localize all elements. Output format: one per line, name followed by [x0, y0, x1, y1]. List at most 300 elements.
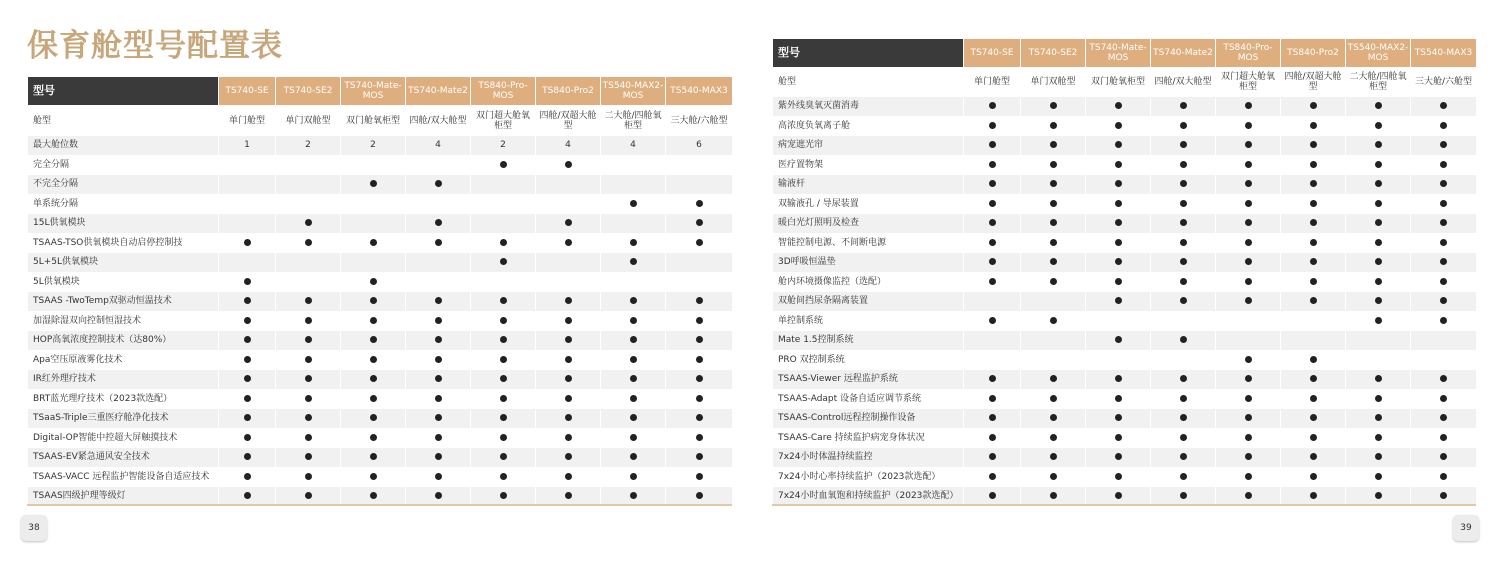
check-cell	[1281, 370, 1346, 390]
row-label: 紫外线臭氧灭菌消毒	[773, 97, 964, 117]
check-cell	[964, 155, 1021, 175]
header-label: 型号	[28, 77, 219, 106]
check-dot-icon	[1115, 414, 1122, 421]
check-dot-icon	[989, 414, 996, 421]
check-cell	[1086, 253, 1151, 273]
check-cell	[601, 194, 666, 214]
check-cell	[666, 467, 733, 487]
check-cell	[1021, 311, 1086, 331]
check-cell	[601, 389, 666, 409]
check-cell	[1411, 253, 1477, 273]
check-cell	[1151, 292, 1216, 312]
value-cell	[276, 155, 341, 175]
check-cell	[666, 428, 733, 448]
check-cell	[1021, 272, 1086, 292]
check-dot-icon	[500, 239, 507, 246]
check-cell	[1021, 233, 1086, 253]
check-cell	[1411, 214, 1477, 234]
check-cell	[1346, 428, 1411, 448]
check-dot-icon	[565, 161, 572, 168]
table-row	[28, 389, 733, 409]
check-cell	[1411, 272, 1477, 292]
check-cell	[536, 233, 601, 253]
check-cell	[219, 389, 276, 409]
value-cell	[1151, 350, 1216, 370]
value-cell	[1281, 311, 1346, 331]
check-dot-icon	[1050, 200, 1057, 207]
check-cell	[964, 253, 1021, 273]
check-dot-icon	[1375, 414, 1382, 421]
check-dot-icon	[1050, 141, 1057, 148]
check-cell	[219, 272, 276, 292]
check-cell	[1411, 233, 1477, 253]
row-label: TSAAS-VACC 远程监护智能设备自适应技术	[28, 467, 219, 487]
check-cell	[1086, 116, 1151, 136]
check-dot-icon	[500, 161, 507, 168]
check-dot-icon	[1180, 453, 1187, 460]
check-cell	[276, 448, 341, 468]
check-dot-icon	[1115, 122, 1122, 129]
check-dot-icon	[696, 356, 703, 363]
check-cell	[1151, 428, 1216, 448]
check-cell	[1346, 292, 1411, 312]
value-cell	[1411, 350, 1477, 370]
row-label: HOP高氧浓度控制技术（达80%）	[28, 331, 219, 351]
check-dot-icon	[500, 317, 507, 324]
check-dot-icon	[1050, 453, 1057, 460]
check-cell	[1411, 311, 1477, 331]
header-row	[28, 77, 733, 106]
check-dot-icon	[1115, 239, 1122, 246]
row-label: 双输液孔 / 导尿装置	[773, 194, 964, 214]
check-cell	[341, 311, 406, 331]
value-cell	[341, 136, 406, 156]
check-cell	[1151, 389, 1216, 409]
check-cell	[1086, 467, 1151, 487]
check-cell	[1281, 214, 1346, 234]
check-cell	[1346, 389, 1411, 409]
value-cell	[1021, 331, 1086, 351]
value-cell	[406, 106, 471, 136]
value-cell	[1086, 68, 1151, 97]
check-dot-icon	[305, 219, 312, 226]
check-cell	[1216, 389, 1281, 409]
check-dot-icon	[1115, 258, 1122, 265]
row-label: 舱型	[773, 68, 964, 97]
check-dot-icon	[696, 317, 703, 324]
check-dot-icon	[989, 180, 996, 187]
check-cell	[471, 292, 536, 312]
table-row	[28, 106, 733, 136]
check-dot-icon	[1375, 219, 1382, 226]
check-cell	[601, 467, 666, 487]
cell-value: 1	[244, 140, 250, 151]
check-dot-icon	[1050, 492, 1057, 499]
check-dot-icon	[1245, 141, 1252, 148]
check-dot-icon	[500, 356, 507, 363]
row-label: 最大舱位数	[28, 136, 219, 156]
check-cell	[1216, 233, 1281, 253]
check-cell	[666, 311, 733, 331]
check-cell	[276, 311, 341, 331]
check-dot-icon	[435, 473, 442, 480]
check-cell	[1151, 233, 1216, 253]
check-cell	[964, 175, 1021, 195]
check-dot-icon	[989, 141, 996, 148]
check-dot-icon	[244, 278, 251, 285]
check-cell	[1216, 272, 1281, 292]
value-cell	[471, 194, 536, 214]
model-header: TS740-Mate-MOS	[341, 77, 406, 106]
check-dot-icon	[1115, 375, 1122, 382]
check-dot-icon	[630, 258, 637, 265]
table-row	[28, 155, 733, 175]
model-header: TS740-SE	[964, 39, 1021, 68]
check-dot-icon	[1050, 219, 1057, 226]
cell-value: 双门舱氧柜型	[345, 115, 400, 126]
check-dot-icon	[1050, 414, 1057, 421]
check-dot-icon	[1440, 278, 1447, 285]
check-dot-icon	[989, 122, 996, 129]
check-dot-icon	[244, 453, 251, 460]
check-dot-icon	[435, 336, 442, 343]
check-dot-icon	[500, 258, 507, 265]
check-cell	[1281, 136, 1346, 156]
cell-value: 双门舱氧柜型	[1090, 77, 1145, 87]
check-dot-icon	[989, 258, 996, 265]
check-dot-icon	[435, 317, 442, 324]
check-dot-icon	[1245, 161, 1252, 168]
config-table-right	[772, 38, 1477, 507]
check-dot-icon	[696, 473, 703, 480]
check-dot-icon	[1375, 395, 1382, 402]
check-cell	[276, 389, 341, 409]
value-cell	[341, 253, 406, 273]
check-dot-icon	[1375, 161, 1382, 168]
check-dot-icon	[1375, 102, 1382, 109]
check-cell	[964, 311, 1021, 331]
cell-value: 4	[630, 140, 636, 151]
model-header: TS840-Pro2	[1281, 39, 1346, 68]
model-header: TS540-MAX2-MOS	[1346, 39, 1411, 68]
check-dot-icon	[500, 395, 507, 402]
check-cell	[219, 448, 276, 468]
check-cell	[964, 97, 1021, 117]
model-header: TS740-SE2	[276, 77, 341, 106]
value-cell	[219, 155, 276, 175]
check-dot-icon	[565, 473, 572, 480]
check-dot-icon	[630, 356, 637, 363]
check-cell	[276, 292, 341, 312]
row-label: 病宠遮光帘	[773, 136, 964, 156]
check-dot-icon	[1245, 375, 1252, 382]
check-dot-icon	[305, 414, 312, 421]
check-dot-icon	[1310, 297, 1317, 304]
value-cell	[1086, 350, 1151, 370]
table-row	[773, 116, 1477, 136]
check-dot-icon	[630, 395, 637, 402]
check-dot-icon	[565, 414, 572, 421]
row-label: TSAAS-Viewer 远程监护系统	[773, 370, 964, 390]
value-cell	[666, 272, 733, 292]
check-cell	[1281, 175, 1346, 195]
check-dot-icon	[244, 297, 251, 304]
check-cell	[1216, 409, 1281, 429]
check-dot-icon	[500, 375, 507, 382]
check-cell	[964, 233, 1021, 253]
row-label: 医疗置物架	[773, 155, 964, 175]
check-cell	[1411, 136, 1477, 156]
check-cell	[1281, 448, 1346, 468]
check-cell	[964, 214, 1021, 234]
row-label: 双舱间挡尿条隔离装置	[773, 292, 964, 312]
cell-value: 双门超大舱氧柜型	[1220, 72, 1275, 92]
check-cell	[1411, 467, 1477, 487]
check-cell	[219, 292, 276, 312]
check-cell	[1151, 97, 1216, 117]
value-cell	[601, 155, 666, 175]
check-dot-icon	[305, 356, 312, 363]
check-cell	[536, 389, 601, 409]
check-dot-icon	[1050, 278, 1057, 285]
check-cell	[276, 331, 341, 351]
check-dot-icon	[1115, 473, 1122, 480]
check-dot-icon	[1180, 180, 1187, 187]
check-dot-icon	[1050, 317, 1057, 324]
check-dot-icon	[1375, 434, 1382, 441]
value-cell	[1346, 350, 1411, 370]
check-dot-icon	[1310, 258, 1317, 265]
check-dot-icon	[435, 180, 442, 187]
check-dot-icon	[1310, 161, 1317, 168]
check-dot-icon	[1180, 414, 1187, 421]
check-cell	[276, 233, 341, 253]
check-cell	[601, 311, 666, 331]
model-header: TS840-Pro2	[536, 77, 601, 106]
check-cell	[1151, 136, 1216, 156]
check-cell	[536, 448, 601, 468]
check-dot-icon	[1115, 219, 1122, 226]
value-cell	[276, 106, 341, 136]
check-dot-icon	[1440, 434, 1447, 441]
check-cell	[1151, 214, 1216, 234]
page-number-left: 38	[21, 515, 47, 541]
value-cell	[406, 136, 471, 156]
check-cell	[1086, 272, 1151, 292]
check-cell	[341, 428, 406, 448]
row-label: 5L供氧模块	[28, 272, 219, 292]
check-cell	[1346, 116, 1411, 136]
value-cell	[219, 106, 276, 136]
check-dot-icon	[989, 102, 996, 109]
value-cell	[1021, 68, 1086, 97]
row-label: TSAAS -TwoTemp双驱动恒温技术	[28, 292, 219, 312]
check-cell	[1216, 370, 1281, 390]
check-cell	[1281, 233, 1346, 253]
table-bottom-rule	[772, 504, 1476, 506]
check-dot-icon	[1180, 239, 1187, 246]
check-dot-icon	[565, 317, 572, 324]
check-dot-icon	[1310, 180, 1317, 187]
check-dot-icon	[1375, 258, 1382, 265]
page-title: 保育舱型号配置表	[27, 28, 283, 64]
check-cell	[1086, 233, 1151, 253]
check-dot-icon	[1245, 434, 1252, 441]
value-cell	[406, 194, 471, 214]
check-dot-icon	[989, 278, 996, 285]
check-dot-icon	[565, 239, 572, 246]
value-cell	[471, 136, 536, 156]
check-cell	[1151, 272, 1216, 292]
check-cell	[964, 272, 1021, 292]
check-cell	[964, 136, 1021, 156]
check-cell	[1411, 116, 1477, 136]
table-row	[28, 331, 733, 351]
check-dot-icon	[1180, 141, 1187, 148]
check-dot-icon	[435, 453, 442, 460]
check-cell	[276, 428, 341, 448]
check-cell	[341, 233, 406, 253]
row-label: Digital-OP智能中控超大屏触摸技术	[28, 428, 219, 448]
check-cell	[471, 428, 536, 448]
model-header: TS540-MAX3	[1411, 39, 1477, 68]
check-dot-icon	[1245, 395, 1252, 402]
row-label: 智能控制电源、不间断电源	[773, 233, 964, 253]
check-dot-icon	[565, 356, 572, 363]
check-dot-icon	[565, 434, 572, 441]
check-cell	[536, 311, 601, 331]
check-dot-icon	[1115, 180, 1122, 187]
check-dot-icon	[1440, 473, 1447, 480]
check-dot-icon	[696, 200, 703, 207]
check-dot-icon	[244, 492, 251, 499]
row-label: 3D呼吸恒温垫	[773, 253, 964, 273]
cell-value: 2	[305, 140, 311, 151]
check-cell	[1411, 370, 1477, 390]
check-cell	[1151, 175, 1216, 195]
check-cell	[601, 253, 666, 273]
row-label: 单系统分隔	[28, 194, 219, 214]
check-dot-icon	[696, 414, 703, 421]
check-cell	[1216, 97, 1281, 117]
value-cell	[1216, 68, 1281, 97]
check-cell	[1216, 136, 1281, 156]
cell-value: 单门双舱型	[285, 115, 331, 126]
check-dot-icon	[244, 434, 251, 441]
table-row	[773, 467, 1477, 487]
row-label: 7x24小时血氧饱和持续监护（2023款选配）	[773, 487, 964, 507]
check-cell	[1216, 350, 1281, 370]
check-dot-icon	[1050, 161, 1057, 168]
cell-value: 单门舱型	[228, 115, 265, 126]
check-cell	[1216, 155, 1281, 175]
value-cell	[666, 106, 733, 136]
check-cell	[1216, 116, 1281, 136]
check-cell	[1086, 194, 1151, 214]
check-dot-icon	[305, 239, 312, 246]
check-cell	[471, 409, 536, 429]
check-cell	[406, 292, 471, 312]
check-dot-icon	[696, 453, 703, 460]
check-cell	[1086, 214, 1151, 234]
check-dot-icon	[1375, 278, 1382, 285]
check-cell	[406, 311, 471, 331]
cell-value: 四舱/双超大舱型	[1284, 72, 1342, 92]
check-cell	[341, 292, 406, 312]
check-cell	[1216, 448, 1281, 468]
check-cell	[1086, 370, 1151, 390]
value-cell	[276, 194, 341, 214]
value-cell	[601, 175, 666, 195]
check-cell	[666, 389, 733, 409]
check-cell	[964, 467, 1021, 487]
check-cell	[1151, 409, 1216, 429]
check-dot-icon	[1115, 141, 1122, 148]
check-cell	[406, 214, 471, 234]
value-cell	[1346, 68, 1411, 97]
check-dot-icon	[1440, 453, 1447, 460]
row-label: TSaaS-Triple三重医疗舱净化技术	[28, 409, 219, 429]
model-header: TS740-SE2	[1021, 39, 1086, 68]
check-dot-icon	[1245, 356, 1252, 363]
cell-value: 4	[435, 140, 441, 151]
check-dot-icon	[370, 473, 377, 480]
value-cell	[471, 214, 536, 234]
check-cell	[1411, 409, 1477, 429]
check-dot-icon	[565, 219, 572, 226]
check-cell	[1021, 194, 1086, 214]
check-cell	[1216, 253, 1281, 273]
check-dot-icon	[1115, 102, 1122, 109]
check-cell	[341, 350, 406, 370]
check-dot-icon	[244, 414, 251, 421]
check-dot-icon	[305, 434, 312, 441]
check-cell	[1346, 136, 1411, 156]
check-cell	[1281, 428, 1346, 448]
check-dot-icon	[244, 473, 251, 480]
check-cell	[406, 448, 471, 468]
check-dot-icon	[435, 395, 442, 402]
check-dot-icon	[500, 414, 507, 421]
check-dot-icon	[1245, 297, 1252, 304]
value-cell	[1411, 331, 1477, 351]
page-number-right: 39	[1453, 515, 1479, 541]
check-dot-icon	[370, 453, 377, 460]
check-dot-icon	[1115, 492, 1122, 499]
check-cell	[276, 467, 341, 487]
table-row	[773, 350, 1477, 370]
check-dot-icon	[630, 414, 637, 421]
check-cell	[601, 331, 666, 351]
check-dot-icon	[696, 375, 703, 382]
check-cell	[406, 467, 471, 487]
check-cell	[1346, 467, 1411, 487]
check-dot-icon	[989, 219, 996, 226]
value-cell	[666, 155, 733, 175]
check-dot-icon	[565, 297, 572, 304]
check-cell	[1086, 331, 1151, 351]
check-dot-icon	[1440, 122, 1447, 129]
check-cell	[536, 292, 601, 312]
check-dot-icon	[1310, 219, 1317, 226]
check-dot-icon	[1180, 122, 1187, 129]
check-dot-icon	[1180, 258, 1187, 265]
value-cell	[406, 253, 471, 273]
check-cell	[1021, 155, 1086, 175]
check-cell	[406, 409, 471, 429]
check-dot-icon	[630, 336, 637, 343]
row-label: IR红外理疗技术	[28, 370, 219, 390]
